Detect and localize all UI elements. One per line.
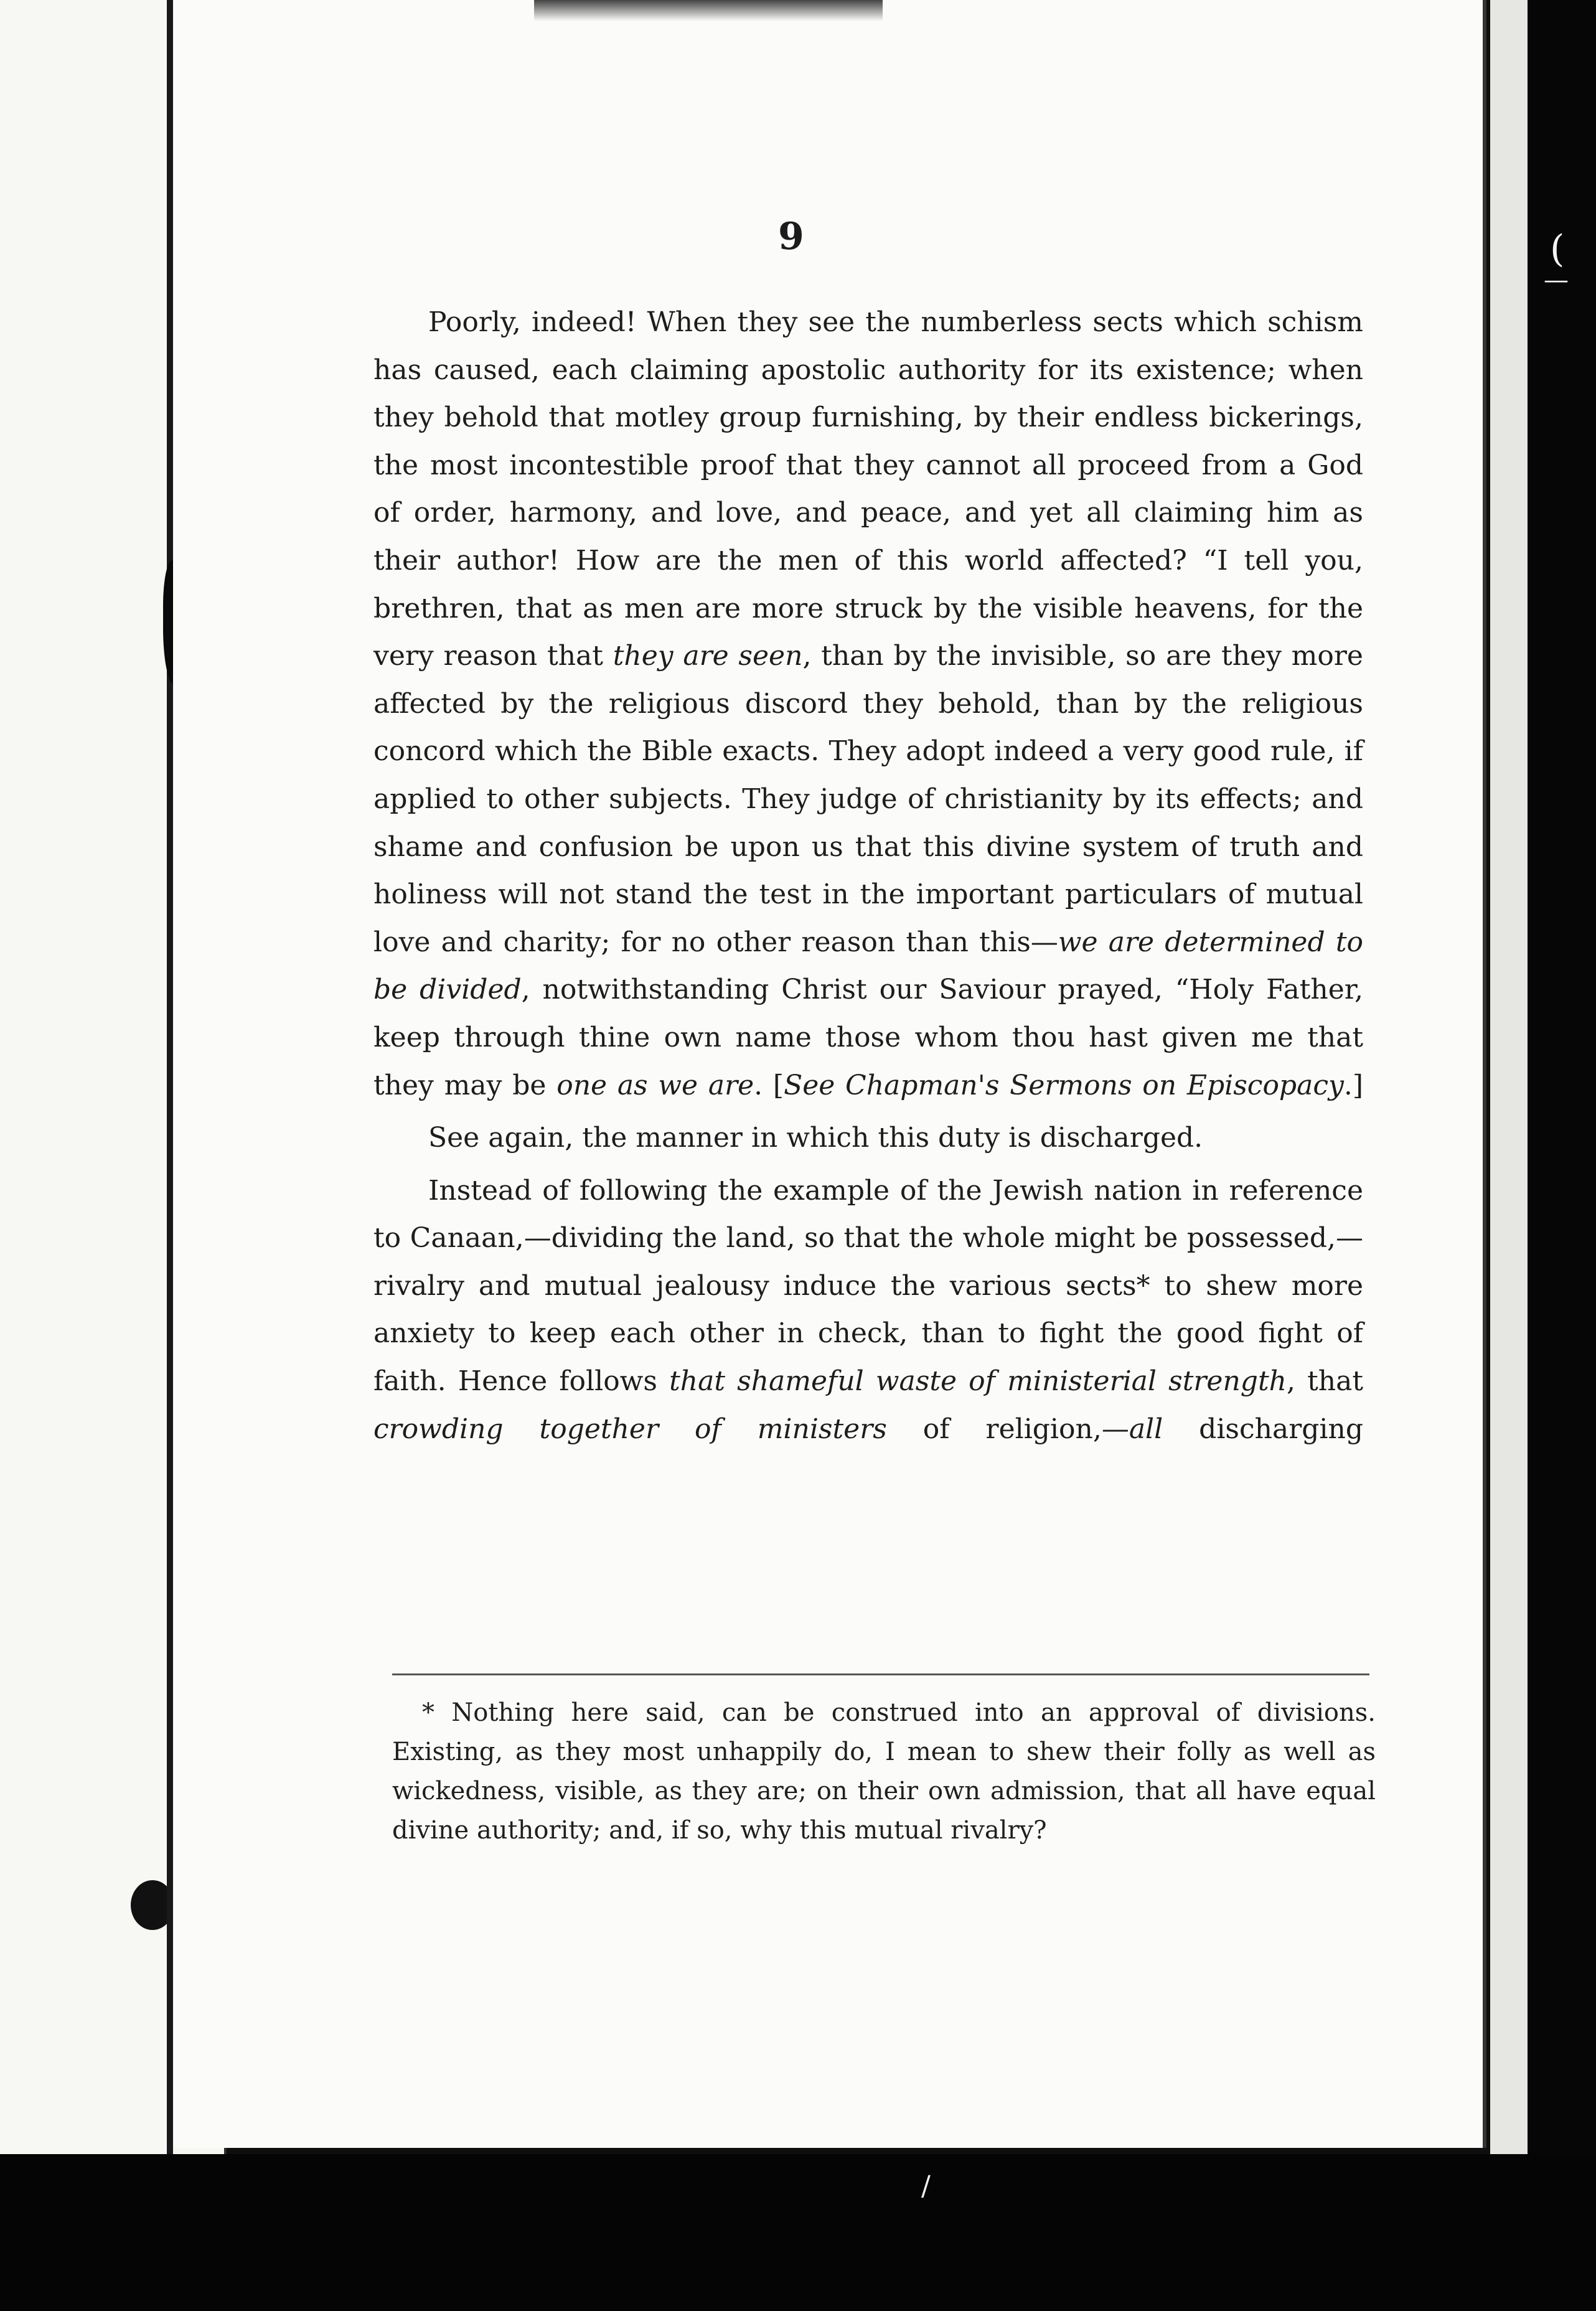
margin-mark: /	[921, 2170, 931, 2202]
italic-run: all	[1129, 1413, 1163, 1445]
text-run: , than by the invisible, so are they more affected by the religious discord they behold, than by the religious concord which the Bible exacts. They adopt indeed a very good rule, if applied to other subjects. They judge of christianity by its effects; and shame and confusion be upon us that this divine system of truth and holiness will not stand the test in the important particulars of mutual love and charity; for no other reason than this—	[373, 640, 1363, 958]
text-run: . [	[754, 1069, 784, 1101]
book-gutter	[167, 0, 173, 2191]
text-run: .]	[1343, 1069, 1363, 1101]
scan-border-bottom	[0, 2154, 1596, 2311]
paragraph	[373, 299, 1363, 1109]
paragraph	[373, 1167, 1363, 1454]
text-run: discharging	[1163, 1413, 1363, 1445]
top-smudge	[534, 0, 883, 21]
footnote-rule	[392, 1673, 1369, 1675]
scan-border-right	[1528, 0, 1596, 2311]
text-run: , that	[1286, 1365, 1364, 1398]
margin-mark: —	[1544, 266, 1569, 294]
italic-run: See Chapman's Sermons on Episcopacy	[784, 1069, 1344, 1101]
paragraph: See again, the manner in which this duty is discharged.	[428, 1122, 1203, 1154]
italic-run: they are seen	[613, 640, 803, 672]
footnote: * Nothing here said, can be construed into an approval of divisions. Existing, as they most unhappily do, I mean to shew their folly as well as wickedness, visible, as they are; on their own admission, that all have equal divine authority; and, if so, why this mutual rivalry?	[392, 1698, 1376, 1845]
margin-mark: (	[1550, 227, 1565, 271]
text-run: , notwithstanding Christ our Saviour prayed, “Holy Father, keep through thine own name those whom thou hast given me that they may be	[373, 974, 1363, 1101]
italic-run: one as we are	[556, 1069, 754, 1101]
page-edge-strip	[1490, 0, 1528, 2167]
page-number: 9	[778, 215, 804, 258]
body-text	[373, 299, 1363, 1453]
italic-run: that shameful waste of ministerial strength	[669, 1365, 1287, 1398]
text-run: Instead of following the example of the Jewish nation in reference to Canaan,—dividing the land, so that the whole might be possessed,—rivalry and mutual jealousy induce the various sects* to shew more anxiety to keep each other in check, than to fight the good fight of faith. Hence follows	[373, 1174, 1363, 1398]
text-run: of religion,—	[886, 1413, 1129, 1445]
italic-run: we are determined to be divided	[373, 926, 1364, 1006]
text-run: Poorly, indeed! When they see the numberless sects which schism has caused, each claiming apostolic authority for its existence; when they behold that motley group furnishing, by their endless bickerings, the most incontestible proof that they cannot all proceed from a God of order, harmony, and love, and peace, and yet all claiming him as their author! How are the men of this world affected? “I tell you, brethren, that as men are more struck by the visible heavens, for the very reason that	[373, 306, 1363, 672]
italic-run: crowding together of ministers	[373, 1413, 887, 1445]
